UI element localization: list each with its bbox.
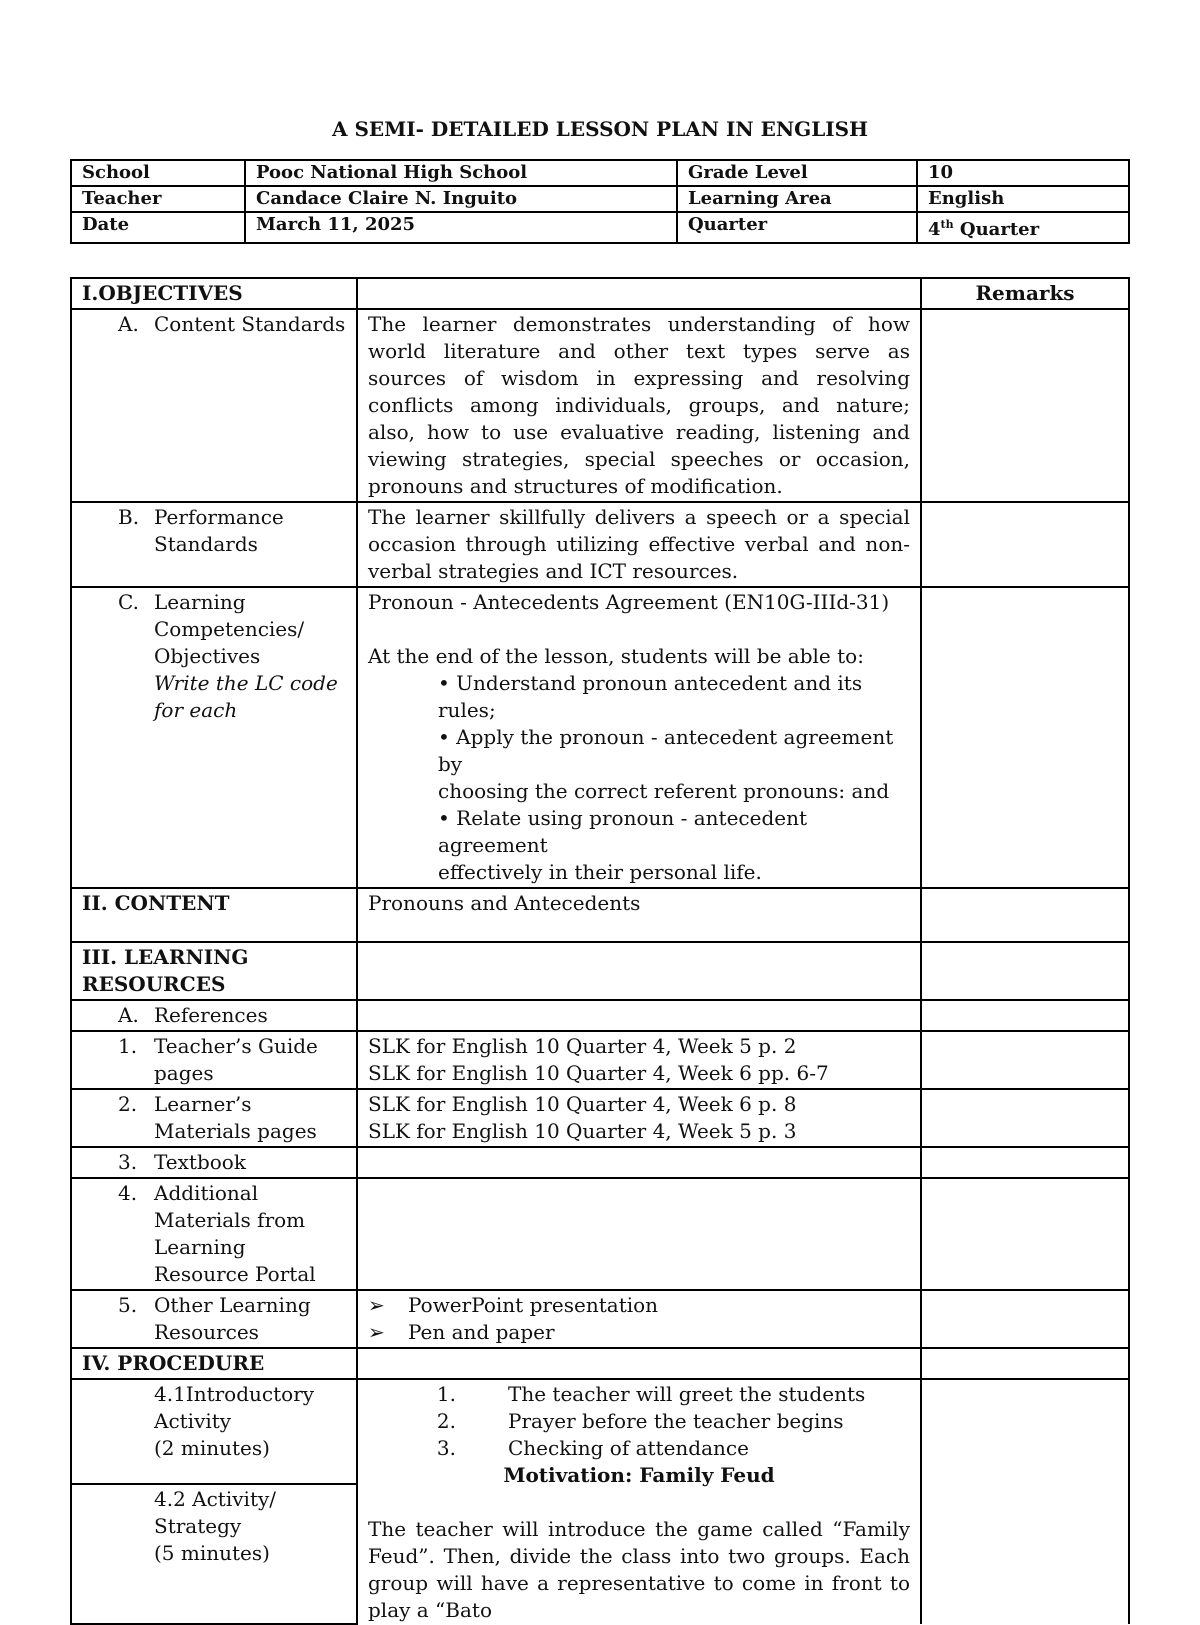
content-standards-row — [71, 309, 1129, 502]
performance-standards-row — [71, 502, 1129, 587]
learners-materials-title: Learner’s Materials pages — [154, 1092, 317, 1143]
step-number: 3. — [436, 1436, 456, 1460]
area-label: Learning Area — [677, 186, 917, 212]
reference-line: SLK for English 10 Quarter 4, Week 5 p. 2 — [368, 1034, 797, 1058]
teachers-guide-remarks — [921, 1031, 1129, 1089]
additional-materials-remarks — [921, 1178, 1129, 1290]
learners-materials-remarks — [921, 1089, 1129, 1147]
teacher-value: Candace Claire N. Inguito — [245, 186, 677, 212]
textbook-label — [71, 1147, 357, 1178]
motivation-text: The teacher will introduce the game called “Family Feud”. Then, divide the class into two groups. Each group will have a representative to come in front to play a “Bato — [368, 1517, 910, 1622]
additional-materials-text — [357, 1178, 921, 1290]
resource-item-text: Pen and paper — [408, 1320, 555, 1344]
procedure-step — [368, 1408, 910, 1435]
label-3: 3. — [118, 1150, 138, 1174]
content-standards-remarks — [921, 309, 1129, 502]
quarter-number: 4 — [928, 219, 941, 240]
info-table — [70, 159, 1130, 244]
performance-standards-remarks — [921, 502, 1129, 587]
performance-standards-label — [71, 502, 357, 587]
lesson-plan-table — [70, 277, 1130, 1625]
objective-item: • Relate using pronoun - antecedent agreement — [438, 806, 808, 857]
info-row-date — [71, 212, 1129, 243]
label-a: A. — [118, 312, 139, 336]
resources-header-remarks — [921, 942, 1129, 1000]
info-row-teacher — [71, 186, 1129, 212]
step-text: The teacher will greet the students — [508, 1382, 866, 1406]
remarks-heading: Remarks — [921, 278, 1129, 309]
references-row — [71, 1000, 1129, 1031]
other-resources-remarks — [921, 1290, 1129, 1348]
content-remarks — [921, 888, 1129, 942]
arrow-bullet-icon: ➢ — [368, 1320, 385, 1344]
introductory-activity-title: 4.1Introductory Activity — [154, 1382, 315, 1433]
info-row-school — [71, 160, 1129, 186]
objectives-heading: I.OBJECTIVES — [71, 278, 357, 309]
references-blank — [357, 1000, 921, 1031]
label-1: 1. — [118, 1034, 138, 1058]
grade-label: Grade Level — [677, 160, 917, 186]
procedure-step — [368, 1435, 910, 1462]
content-text: Pronouns and Antecedents — [357, 888, 921, 942]
competencies-remarks — [921, 587, 1129, 888]
competencies-title: Learning Competencies/ Objectives — [154, 590, 305, 668]
teacher-label: Teacher — [71, 186, 245, 212]
school-label: School — [71, 160, 245, 186]
competencies-row — [71, 587, 1129, 888]
activity-strategy-time: (5 minutes) — [154, 1540, 270, 1565]
content-standards-label — [71, 309, 357, 502]
quarter-value — [917, 212, 1129, 243]
additional-materials-title: Additional Materials from Learning Resource Portal — [154, 1181, 316, 1286]
textbook-row — [71, 1147, 1129, 1178]
procedure-remarks — [921, 1379, 1129, 1624]
reference-line: SLK for English 10 Quarter 4, Week 6 p. 8 — [368, 1092, 797, 1116]
references-remarks — [921, 1000, 1129, 1031]
activity-strategy-title: 4.2 Activity/ Strategy — [154, 1486, 277, 1538]
step-number: 1. — [436, 1382, 456, 1406]
procedure-text — [357, 1379, 921, 1624]
performance-standards-text: The learner skillfully delivers a speech or a special occasion through utilizing effective verbal and non-verbal strategies and ICT resources. — [357, 502, 921, 587]
procedure-header-blank — [357, 1348, 921, 1379]
quarter-word: Quarter — [959, 219, 1040, 240]
additional-materials-label — [71, 1178, 357, 1290]
content-row — [71, 888, 1129, 942]
references-label — [71, 1000, 357, 1031]
teachers-guide-text — [357, 1031, 921, 1089]
other-resources-row — [71, 1290, 1129, 1348]
activity-strategy-label — [71, 1484, 357, 1624]
label-c: C. — [118, 590, 139, 614]
other-resources-text — [357, 1290, 921, 1348]
document-title: A SEMI- DETAILED LESSON PLAN IN ENGLISH — [331, 117, 869, 141]
resources-header-blank — [357, 942, 921, 1000]
procedure-header-row — [71, 1348, 1129, 1379]
step-text: Prayer before the teacher begins — [508, 1409, 844, 1433]
references-title: References — [154, 1003, 268, 1027]
objective-item: effectively in their personal life. — [438, 860, 762, 884]
arrow-bullet-icon: ➢ — [368, 1293, 385, 1317]
quarter-label: Quarter — [677, 212, 917, 243]
procedure-heading: IV. PROCEDURE — [71, 1348, 357, 1379]
step-text: Checking of attendance — [508, 1436, 749, 1460]
resource-item-text: PowerPoint presentation — [408, 1293, 659, 1317]
resource-item — [368, 1319, 910, 1346]
grade-value: 10 — [917, 160, 1129, 186]
objective-item: • Apply the pronoun - antecedent agreement by — [438, 725, 894, 776]
learners-materials-label — [71, 1089, 357, 1147]
competencies-note: Write the LC code for each — [154, 671, 338, 722]
objectives-header-blank — [357, 278, 921, 309]
label-ref-a: A. — [118, 1003, 139, 1027]
resources-heading: III. LEARNING RESOURCES — [71, 942, 357, 1000]
resources-header-row — [71, 942, 1129, 1000]
introductory-activity-row — [71, 1379, 1129, 1484]
textbook-text — [357, 1147, 921, 1178]
teachers-guide-label — [71, 1031, 357, 1089]
content-standards-text: The learner demonstrates understanding of how world literature and other text types serve as sources of wisdom in expressing and resolving conflicts among individuals, groups, and nature; also, how to use evaluative reading, listening and viewing strategies, special speeches or occasion, pronouns and structures of modification. — [357, 309, 921, 502]
label-4: 4. — [118, 1181, 138, 1205]
label-2: 2. — [118, 1092, 138, 1116]
other-resources-title: Other Learning Resources — [154, 1293, 311, 1344]
procedure-step — [368, 1381, 910, 1408]
textbook-title: Textbook — [154, 1150, 246, 1174]
teachers-guide-row — [71, 1031, 1129, 1089]
resource-item — [368, 1292, 910, 1319]
additional-materials-row — [71, 1178, 1129, 1290]
content-heading: II. CONTENT — [71, 888, 357, 942]
learners-materials-row — [71, 1089, 1129, 1147]
introductory-activity-label — [71, 1379, 357, 1484]
label-b: B. — [118, 505, 140, 529]
other-resources-label — [71, 1290, 357, 1348]
quarter-suffix: th — [940, 218, 954, 231]
performance-standards-title: Performance Standards — [154, 505, 284, 556]
date-value: March 11, 2025 — [245, 212, 677, 243]
procedure-header-remarks — [921, 1348, 1129, 1379]
objective-item: • Understand pronoun antecedent and its rules; — [438, 671, 863, 722]
objective-item: choosing the correct referent pronouns: and — [438, 779, 890, 803]
learners-materials-text — [357, 1089, 921, 1147]
objectives-header-row — [71, 278, 1129, 309]
reference-line: SLK for English 10 Quarter 4, Week 5 p. 3 — [368, 1119, 797, 1143]
objectives-intro: At the end of the lesson, students will be able to: — [368, 644, 864, 668]
introductory-activity-time: (2 minutes) — [154, 1436, 270, 1460]
textbook-remarks — [921, 1147, 1129, 1178]
competencies-text — [357, 587, 921, 888]
content-standards-title: Content Standards — [154, 312, 346, 336]
lc-code: Pronoun - Antecedents Agreement (EN10G-IIId-31) — [368, 590, 890, 614]
area-value: English — [917, 186, 1129, 212]
teachers-guide-title: Teacher’s Guide pages — [154, 1034, 318, 1085]
reference-line: SLK for English 10 Quarter 4, Week 6 pp. 6-7 — [368, 1061, 829, 1085]
date-label: Date — [71, 212, 245, 243]
step-number: 2. — [436, 1409, 456, 1433]
label-5: 5. — [118, 1293, 138, 1317]
school-value: Pooc National High School — [245, 160, 677, 186]
motivation-heading: Motivation: Family Feud — [503, 1463, 775, 1487]
competencies-label — [71, 587, 357, 888]
